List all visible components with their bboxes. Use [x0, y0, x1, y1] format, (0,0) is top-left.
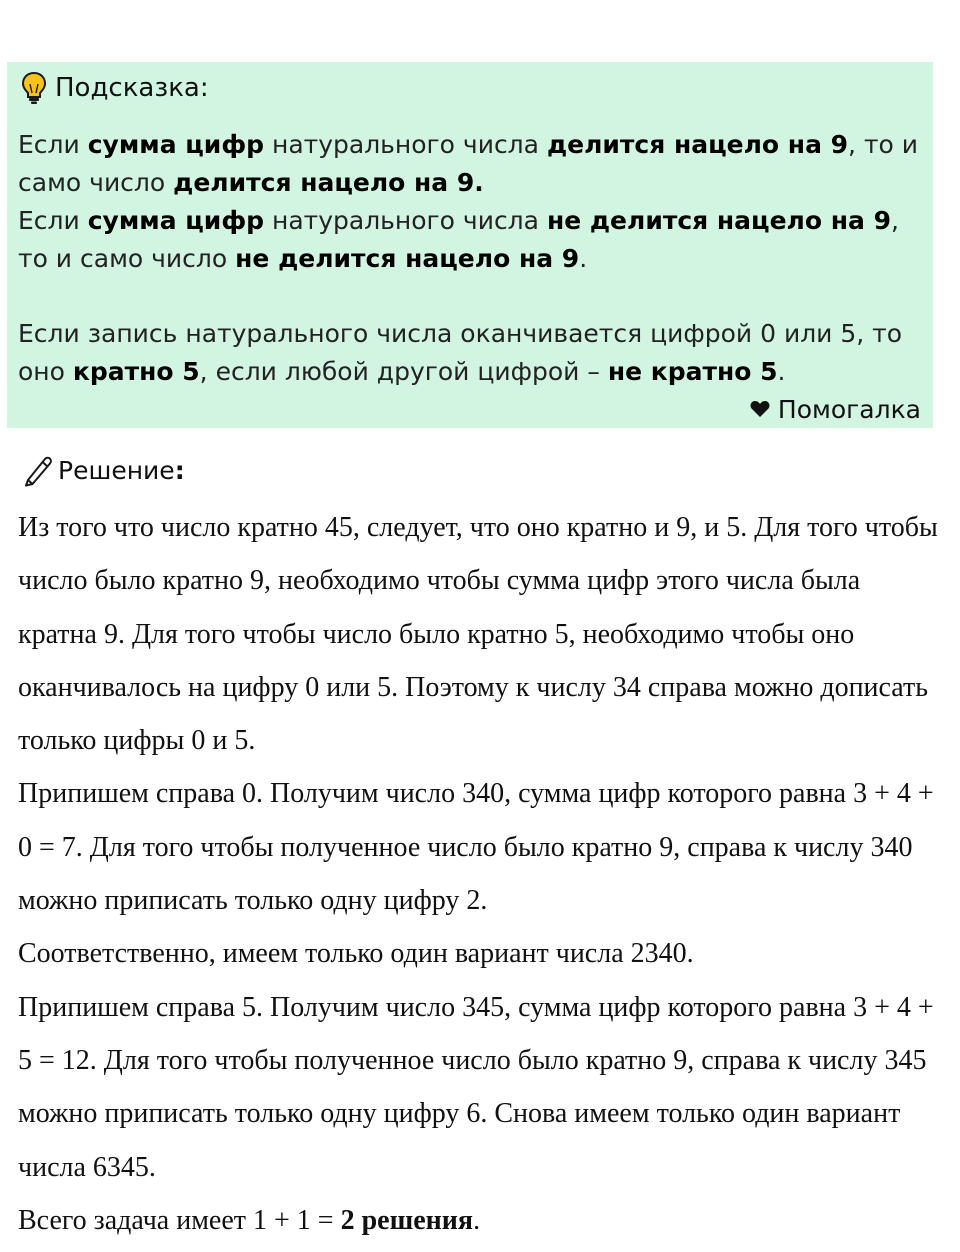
hint-box — [7, 62, 933, 428]
solution-paragraph: Припишем справа 0. Получим число 340, сумма цифр которого равна 3 + 4 + 0 = 7. Для того чтобы полученное число было кратно 9, справа к числу 340 можно приписать только одну цифру 2. — [18, 778, 934, 917]
solution-paragraph: Припишем справа 5. Получим число 345, сумма цифр которого равна 3 + 4 + 5 = 12. Для того чтобы полученное число было кратно 9, справа к числу 345 можно приписать только одну цифру 6. Снова имеем только один вариант числа 6345. — [18, 991, 934, 1183]
hint-rule-5: Если запись натурального числа оканчивается цифрой 0 или 5, то оно кратно 5, если любой другой цифрой – не кратно 5. — [18, 319, 903, 386]
hint-title: Подсказка: — [55, 73, 209, 103]
solution-text — [18, 501, 943, 1247]
solution-paragraph: Из того что число кратно 45, следует, что оно кратно и 9, и 5. Для того чтобы число было кратно 9, необходимо чтобы сумма цифр этого числа была кратна 9. Для того чтобы число было кратно 5, необходимо чтобы оно оканчивалось на цифру 0 или 5. Поэтому к числу 34 справа можно дописать только цифры 0 и 5. — [18, 512, 938, 757]
credit-label — [750, 392, 921, 426]
solution-paragraph: Соответственно, имеем только один вариант числа 2340. — [18, 938, 694, 970]
credit-text: Помогалка — [777, 394, 921, 424]
solution-title-colon: : — [174, 455, 185, 485]
solution-title: Решение — [58, 455, 175, 485]
hint-rule-9-divisible: Если сумма цифр натурального числа делится нацело на 9, то и само число делится нацело на 9. — [18, 130, 918, 197]
heart-icon — [750, 400, 770, 418]
hint-rule-9-not-divisible: Если сумма цифр натурального числа не делится нацело на 9, то и само число не делится нацело на 9. — [18, 206, 899, 273]
lightbulb-icon — [21, 71, 47, 105]
solution-header — [20, 452, 185, 488]
hint-header — [21, 70, 209, 106]
solution-conclusion: Всего задача имеет 1 + 1 = 2 решения. — [18, 1204, 481, 1236]
pencil-icon — [20, 453, 54, 487]
